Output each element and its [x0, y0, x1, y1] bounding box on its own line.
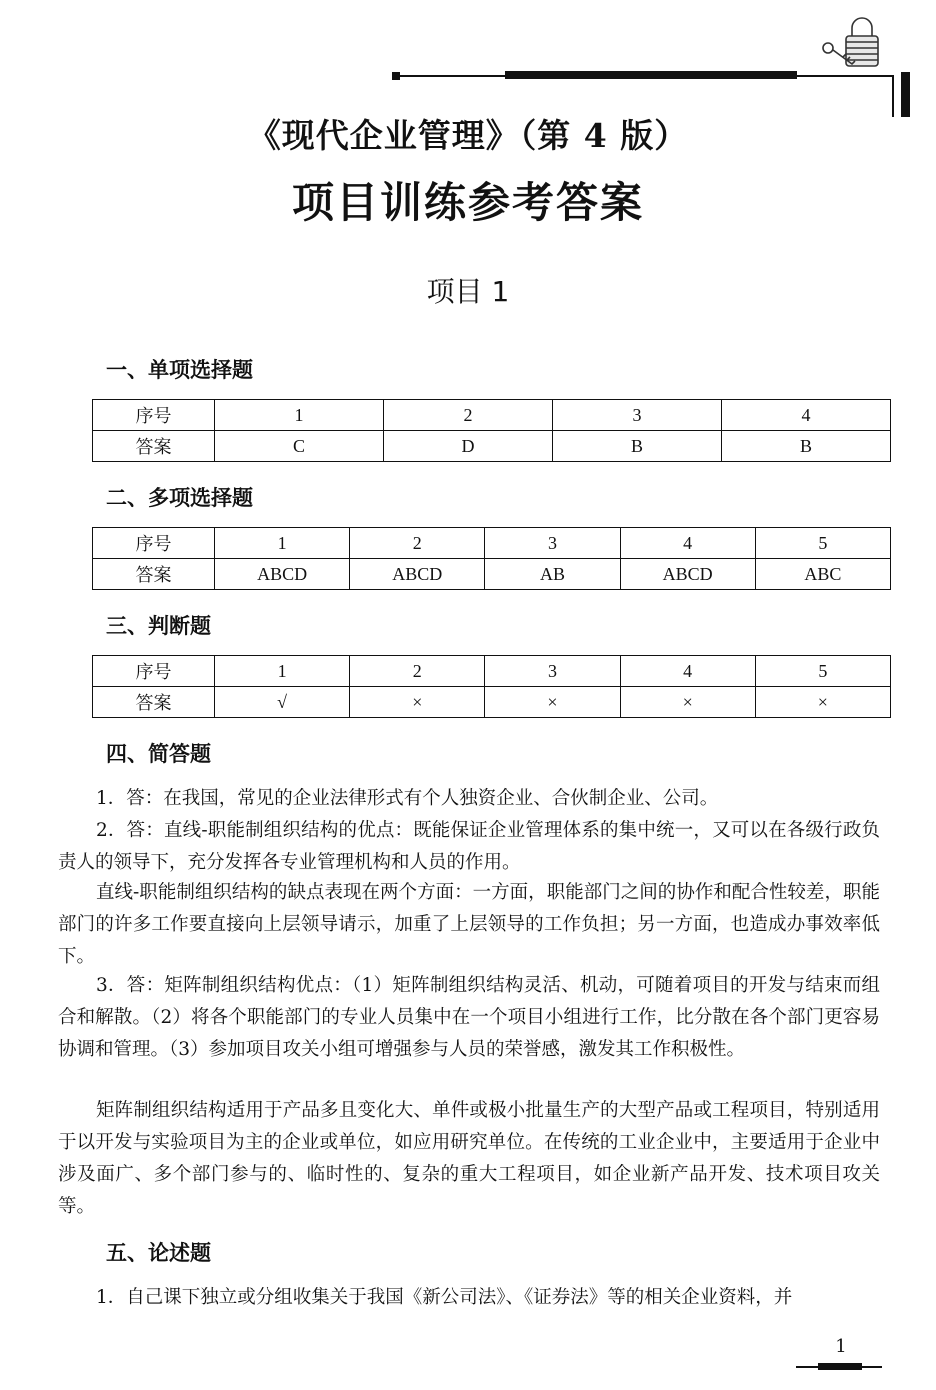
table-cell: ×: [755, 687, 890, 718]
row-label-number: 序号: [93, 400, 215, 431]
row-label-answer: 答案: [93, 559, 215, 590]
header-rule-thin-right: [797, 75, 892, 77]
padlock-key-icon: [818, 14, 888, 74]
table-cell: 3: [553, 400, 722, 431]
table-cell: 1: [215, 400, 384, 431]
table-row: [93, 528, 891, 559]
section-heading-essay: 五、论述题: [106, 1241, 211, 1265]
table-row: [93, 431, 891, 462]
table-cell: ×: [485, 687, 620, 718]
table-cell: 5: [755, 528, 890, 559]
answer-paragraph: 矩阵制组织结构适用于产品多且变化大、单件或极小批量生产的大型产品或工程项目，特别适用于以开发与实验项目为主的企业或单位，如应用研究单位。在传统的工业企业中，主要适用于企业中涉及面广、多个部门参与的、临时性的、复杂的重大工程项目，如企业新产品开发、技术项目攻关等。: [58, 1100, 880, 1217]
table-row: [93, 656, 891, 687]
table-cell: 2: [350, 528, 485, 559]
table-cell: ABCD: [215, 559, 350, 590]
header-rule-thick: [505, 71, 797, 79]
table-row: [93, 559, 891, 590]
table-cell: 4: [722, 400, 891, 431]
table-cell: D: [384, 431, 553, 462]
table-cell: 4: [620, 528, 755, 559]
section-heading-true-false: 三、判断题: [106, 614, 211, 638]
multiple-choice-answer-table: [92, 527, 891, 590]
table-cell: 1: [215, 528, 350, 559]
header-rule-thin: [400, 75, 505, 77]
table-cell: 1: [215, 656, 350, 687]
table-cell: √: [215, 687, 350, 718]
table-cell: C: [215, 431, 384, 462]
single-choice-answer-table: [92, 399, 891, 462]
table-cell: 2: [350, 656, 485, 687]
row-label-answer: 答案: [93, 687, 215, 718]
answer-paragraph: 1．自己课下独立或分组收集关于我国《新公司法》、《证券法》等的相关企业资料，并: [96, 1287, 793, 1308]
table-cell: 4: [620, 656, 755, 687]
row-label-number: 序号: [93, 528, 215, 559]
answer-paragraph: 2．答：直线-职能制组织结构的优点：既能保证企业管理体系的集中统一，又可以在各级行政负责人的领导下，充分发挥各专业管理机构和人员的作用。: [58, 820, 880, 873]
footer-rule-thick: [818, 1363, 862, 1370]
document-subtitle: 项目训练参考答案: [291, 178, 644, 227]
row-label-answer: 答案: [93, 431, 215, 462]
section-heading-multiple-choice: 二、多项选择题: [106, 486, 253, 510]
table-cell: ABCD: [350, 559, 485, 590]
project-heading: 项目 1: [426, 275, 510, 308]
table-cell: ×: [620, 687, 755, 718]
table-cell: 3: [485, 528, 620, 559]
answer-paragraph: 3．答：矩阵制组织结构优点：（1）矩阵制组织结构灵活、机动，可随着项目的开发与结束而组合和解散。（2）将各个职能部门的专业人员集中在一个项目小组进行工作，比分散在各个部门更容易协调和管理。（3）参加项目攻关小组可增强参与人员的荣誉感，激发其工作积极性。: [58, 975, 880, 1060]
table-row: [93, 400, 891, 431]
true-false-answer-table: [92, 655, 891, 718]
table-row: [93, 687, 891, 718]
section-heading-short-answer: 四、简答题: [106, 742, 211, 766]
table-cell: ×: [350, 687, 485, 718]
answer-paragraph: 1．答：在我国，常见的企业法律形式有个人独资企业、合伙制企业、公司。: [96, 788, 719, 809]
table-cell: B: [722, 431, 891, 462]
page-number: 1: [835, 1336, 847, 1357]
table-cell: 3: [485, 656, 620, 687]
document-title: 《现代企业管理》（第 4 版）: [247, 116, 689, 155]
table-cell: 2: [384, 400, 553, 431]
table-cell: ABC: [755, 559, 890, 590]
header-rule-dot: [392, 72, 400, 80]
table-cell: 5: [755, 656, 890, 687]
row-label-number: 序号: [93, 656, 215, 687]
section-heading-single-choice: 一、单项选择题: [106, 358, 253, 382]
answer-paragraph: 直线-职能制组织结构的缺点表现在两个方面：一方面，职能部门之间的协作和配合性较差，职能部门的许多工作要直接向上层领导请示，加重了上层领导的工作负担；另一方面，也造成办事效率低下。: [58, 882, 880, 967]
table-cell: B: [553, 431, 722, 462]
table-cell: ABCD: [620, 559, 755, 590]
table-cell: AB: [485, 559, 620, 590]
